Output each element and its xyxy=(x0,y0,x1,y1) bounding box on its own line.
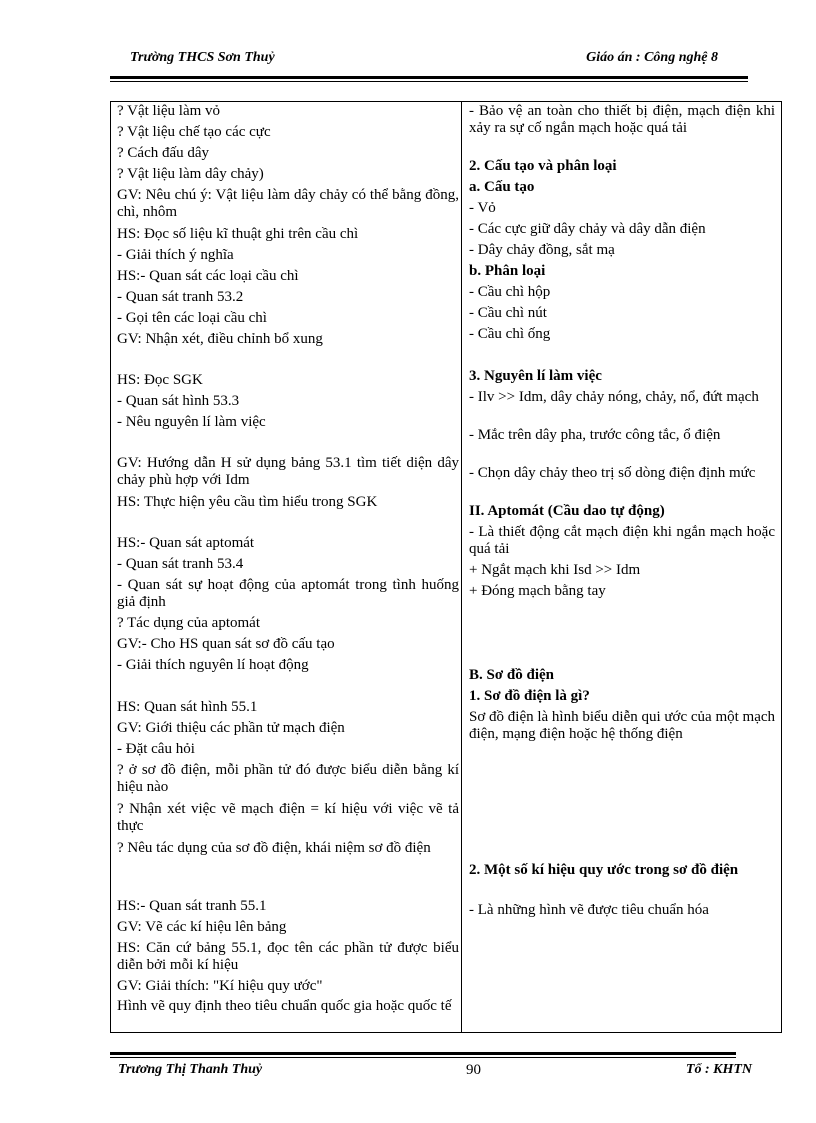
activity-line: ? Cách đấu dây xyxy=(117,145,210,161)
content-line: - Là những hình vẽ được tiêu chuẩn hóa xyxy=(469,902,709,918)
header-rule-thick xyxy=(110,76,748,79)
footer-rule-thin xyxy=(110,1057,736,1058)
activity-line: - Nêu nguyên lí làm việc xyxy=(117,414,266,430)
activity-line: HS: Đọc số liệu kĩ thuật ghi trên cầu chì xyxy=(117,226,359,242)
activity-line: GV: Vẽ các kí hiệu lên bảng xyxy=(117,919,287,935)
content-line: - Mắc trên dây pha, trước công tắc, ổ điện xyxy=(469,427,721,443)
activity-line: ? Vật liệu làm vỏ xyxy=(117,103,221,119)
footer-rule-thick xyxy=(110,1052,736,1055)
content-line: - Các cực giữ dây chảy và dây dẫn điện xyxy=(469,221,706,237)
content-line: - Cầu chì nút xyxy=(469,305,547,321)
content-line: - Vỏ xyxy=(469,200,496,216)
section-heading: II. Aptomát (Cầu dao tự động) xyxy=(469,503,665,519)
section-heading: 3. Nguyên lí làm việc xyxy=(469,368,602,384)
column-divider xyxy=(461,102,462,1032)
content-line: - Là thiết động cắt mạch điện khi ngắn mạch hoặc quá tải xyxy=(469,524,775,557)
content-line: + Đóng mạch bằng tay xyxy=(469,583,606,599)
page-footer xyxy=(110,1060,760,1082)
header-school: Trường THCS Sơn Thuỷ xyxy=(130,50,275,65)
subsection-heading: 1. Sơ đồ điện là gì? xyxy=(469,688,590,704)
activity-line: - Gọi tên các loại cầu chì xyxy=(117,310,267,326)
content-line: Sơ đồ điện là hình biểu diễn qui ước của một mạch điện, mạng điện hoặc hệ thống điện xyxy=(469,709,776,742)
lesson-table xyxy=(110,101,782,1033)
activity-line: GV: Nhận xét, điều chỉnh bổ xung xyxy=(117,331,323,347)
activity-line: - Đặt câu hỏi xyxy=(117,741,195,757)
activity-line: HS:- Quan sát các loại cầu chì xyxy=(117,268,299,284)
activity-line: ? Nhận xét việc vẽ mạch điện = kí hiệu với việc vẽ tả thực xyxy=(117,801,459,834)
activity-line: HS: Thực hiện yêu cầu tìm hiểu trong SGK xyxy=(117,494,378,510)
header-subject: Giáo án : Công nghệ 8 xyxy=(586,50,718,65)
activity-line: HS:- Quan sát tranh 55.1 xyxy=(117,898,267,914)
activity-line: HS: Quan sát hình 55.1 xyxy=(117,699,258,715)
content-line: - Cầu chì ống xyxy=(469,326,551,342)
activity-line: ? Tác dụng của aptomát xyxy=(117,615,260,631)
activity-line: - Quan sát hình 53.3 xyxy=(117,393,240,409)
activity-line: GV: Giới thiệu các phần tử mạch điện xyxy=(117,720,345,736)
activity-line: - Giải thích nguyên lí hoạt động xyxy=(117,657,309,673)
activity-line: ? ở sơ đồ điện, mỗi phần tử đó được biểu diễn bằng kí hiệu nào xyxy=(117,762,459,795)
activity-line: GV:- Cho HS quan sát sơ đồ cấu tạo xyxy=(117,636,335,652)
activity-line: - Giải thích ý nghĩa xyxy=(117,247,234,263)
activity-line: ? Vật liệu chế tạo các cực xyxy=(117,124,271,140)
footer-author: Trương Thị Thanh Thuỷ xyxy=(118,1062,263,1077)
section-heading: 2. Cấu tạo và phân loại xyxy=(469,158,617,174)
content-line: + Ngắt mạch khi Isd >> Idm xyxy=(469,562,641,578)
activity-line: Hình vẽ quy định theo tiêu chuẩn quốc gia hoặc quốc tế xyxy=(117,998,452,1014)
activity-line: HS:- Quan sát aptomát xyxy=(117,535,255,551)
activity-line: ? Nêu tác dụng của sơ đồ điện, khái niệm sơ đồ điện xyxy=(117,840,431,856)
section-heading: B. Sơ đồ điện xyxy=(469,667,555,683)
activity-line: HS: Căn cứ bảng 55.1, đọc tên các phần tử được biểu diễn bởi mỗi kí hiệu xyxy=(117,940,459,973)
content-line: - Ilv >> Idm, dây chảy nóng, chảy, nổ, đứt mạch xyxy=(469,389,759,405)
content-line: - Bảo vệ an toàn cho thiết bị điện, mạch điện khi xảy ra sự cố ngắn mạch hoặc quá tải xyxy=(469,103,775,136)
content-line: - Dây chảy đồng, sắt mạ xyxy=(469,242,615,258)
content-line: - Chọn dây chảy theo trị số dòng điện định mức xyxy=(469,465,756,481)
subsection-heading: a. Cấu tạo xyxy=(469,179,535,195)
activity-line: - Quan sát sự hoạt động của aptomát trong tình huống giả định xyxy=(117,577,459,610)
activity-line: HS: Đọc SGK xyxy=(117,372,203,388)
footer-department: Tổ : KHTN xyxy=(685,1062,752,1077)
activity-line: GV: Hướng dẫn H sử dụng bảng 53.1 tìm tiết diện dây chảy phù hợp với Idm xyxy=(117,455,459,488)
activity-line: GV: Giải thích: "Kí hiệu quy ước" xyxy=(117,978,323,994)
page-number: 90 xyxy=(466,1062,481,1078)
activity-line: GV: Nêu chú ý: Vật liệu làm dây chảy có thể bằng đồng, chì, nhôm xyxy=(117,187,459,220)
subsection-heading: 2. Một số kí hiệu quy ước trong sơ đồ điện xyxy=(469,862,739,878)
page-header xyxy=(110,44,746,74)
header-rule-thin xyxy=(110,81,748,82)
content-line: - Cầu chì hộp xyxy=(469,284,551,300)
activity-line: - Quan sát tranh 53.4 xyxy=(117,556,244,572)
activity-line: - Quan sát tranh 53.2 xyxy=(117,289,244,305)
activity-line: ? Vật liệu làm dây chảy) xyxy=(117,166,264,182)
subsection-heading: b. Phân loại xyxy=(469,263,546,279)
